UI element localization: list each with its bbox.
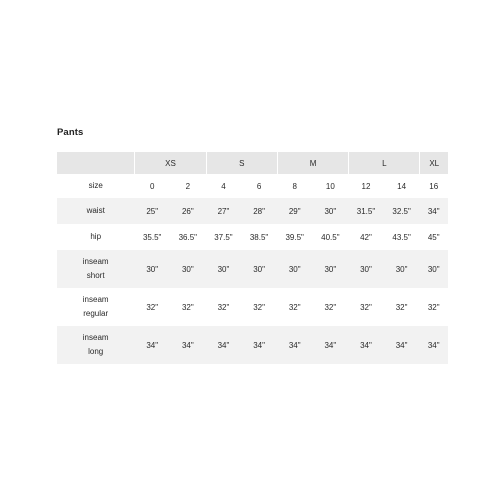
size-group-xl: XL — [419, 152, 448, 174]
row-label-line: long — [88, 347, 104, 356]
row-label-line: inseam — [82, 333, 109, 342]
table-cell: 28" — [241, 198, 277, 224]
table-cell: 2 — [185, 181, 191, 191]
table-cell: 30" — [384, 250, 420, 288]
row-label-line: inseam — [82, 295, 109, 304]
page-title: Pants — [57, 127, 84, 138]
size-group-xs: XS — [134, 152, 205, 174]
table-cell: 34" — [134, 326, 170, 364]
table-cell: 30" — [277, 250, 313, 288]
row-label — [57, 224, 134, 250]
size-group-m: M — [277, 152, 348, 174]
table-row-inseam-regular — [57, 288, 448, 326]
table-cell: 32" — [181, 302, 194, 312]
size-group-header-row — [57, 152, 448, 174]
table-cell: 32" — [427, 302, 440, 312]
row-label — [57, 326, 134, 364]
table-cell: 30" — [134, 250, 170, 288]
table-cell: 32" — [217, 302, 230, 312]
table-cell: 30" — [348, 250, 384, 288]
table-cell: 32.5" — [384, 198, 420, 224]
size-group-l: L — [348, 152, 419, 174]
row-label-line: waist — [86, 206, 105, 215]
table-cell: 34" — [206, 326, 242, 364]
row-label — [57, 250, 134, 288]
table-cell: 27" — [206, 198, 242, 224]
table-cell: 30" — [206, 250, 242, 288]
table-cell: 35.5" — [142, 232, 162, 242]
table-cell: 34" — [419, 198, 448, 224]
table-cell: 37.5" — [214, 232, 233, 242]
table-row-inseam-long — [57, 326, 448, 364]
table-cell: 6 — [256, 181, 262, 191]
header-blank-cell — [57, 152, 134, 174]
table-row-inseam-short — [57, 250, 448, 288]
table-cell: 42" — [360, 232, 372, 242]
table-cell: 30" — [241, 250, 277, 288]
table-cell: 32" — [253, 302, 265, 312]
table-row-hip — [57, 224, 448, 250]
table-cell: 34" — [384, 326, 420, 364]
table-cell: 34" — [348, 326, 384, 364]
table-cell: 25" — [134, 198, 170, 224]
table-cell: 12 — [361, 181, 371, 191]
table-cell: 30" — [313, 198, 349, 224]
row-label-line: short — [86, 271, 105, 280]
row-label — [57, 174, 134, 198]
row-label-line: hip — [90, 232, 102, 241]
table-cell: 32" — [395, 302, 408, 312]
table-cell: 8 — [292, 181, 297, 191]
table-cell: 34" — [277, 326, 313, 364]
table-cell: 34" — [313, 326, 349, 364]
table-cell: 34" — [241, 326, 277, 364]
table-cell: 4 — [221, 181, 226, 191]
row-label — [57, 198, 134, 224]
table-cell: 38.5" — [249, 232, 269, 242]
row-label — [57, 288, 134, 326]
row-label-line: inseam — [82, 257, 109, 266]
table-cell: 34" — [170, 326, 206, 364]
table-cell: 26" — [170, 198, 206, 224]
table-cell: 31.5" — [348, 198, 384, 224]
table-cell: 29" — [277, 198, 313, 224]
table-cell: 39.5" — [285, 232, 304, 242]
table-cell: 32" — [360, 302, 372, 312]
table-cell: 40.5" — [321, 232, 340, 242]
row-label-line: size — [88, 181, 103, 190]
table-cell: 34" — [419, 326, 448, 364]
table-cell: 30" — [313, 250, 349, 288]
size-group-s: S — [206, 152, 277, 174]
table-cell: 0 — [149, 181, 155, 191]
table-cell: 36.5" — [178, 232, 198, 242]
table-cell: 16 — [429, 181, 439, 191]
table-cell: 30" — [170, 250, 206, 288]
table-cell: 14 — [397, 181, 407, 191]
table-cell: 10 — [325, 181, 335, 191]
size-chart-table — [57, 152, 448, 364]
table-row-size — [57, 174, 448, 198]
row-label-line: regular — [83, 309, 109, 318]
table-row-waist — [57, 198, 448, 224]
table-cell: 32" — [146, 302, 159, 312]
table-cell: 32" — [288, 302, 301, 312]
table-cell: 43.5" — [392, 232, 411, 242]
table-cell: 30" — [419, 250, 448, 288]
table-cell: 45" — [427, 232, 440, 242]
table-cell: 32" — [324, 302, 337, 312]
